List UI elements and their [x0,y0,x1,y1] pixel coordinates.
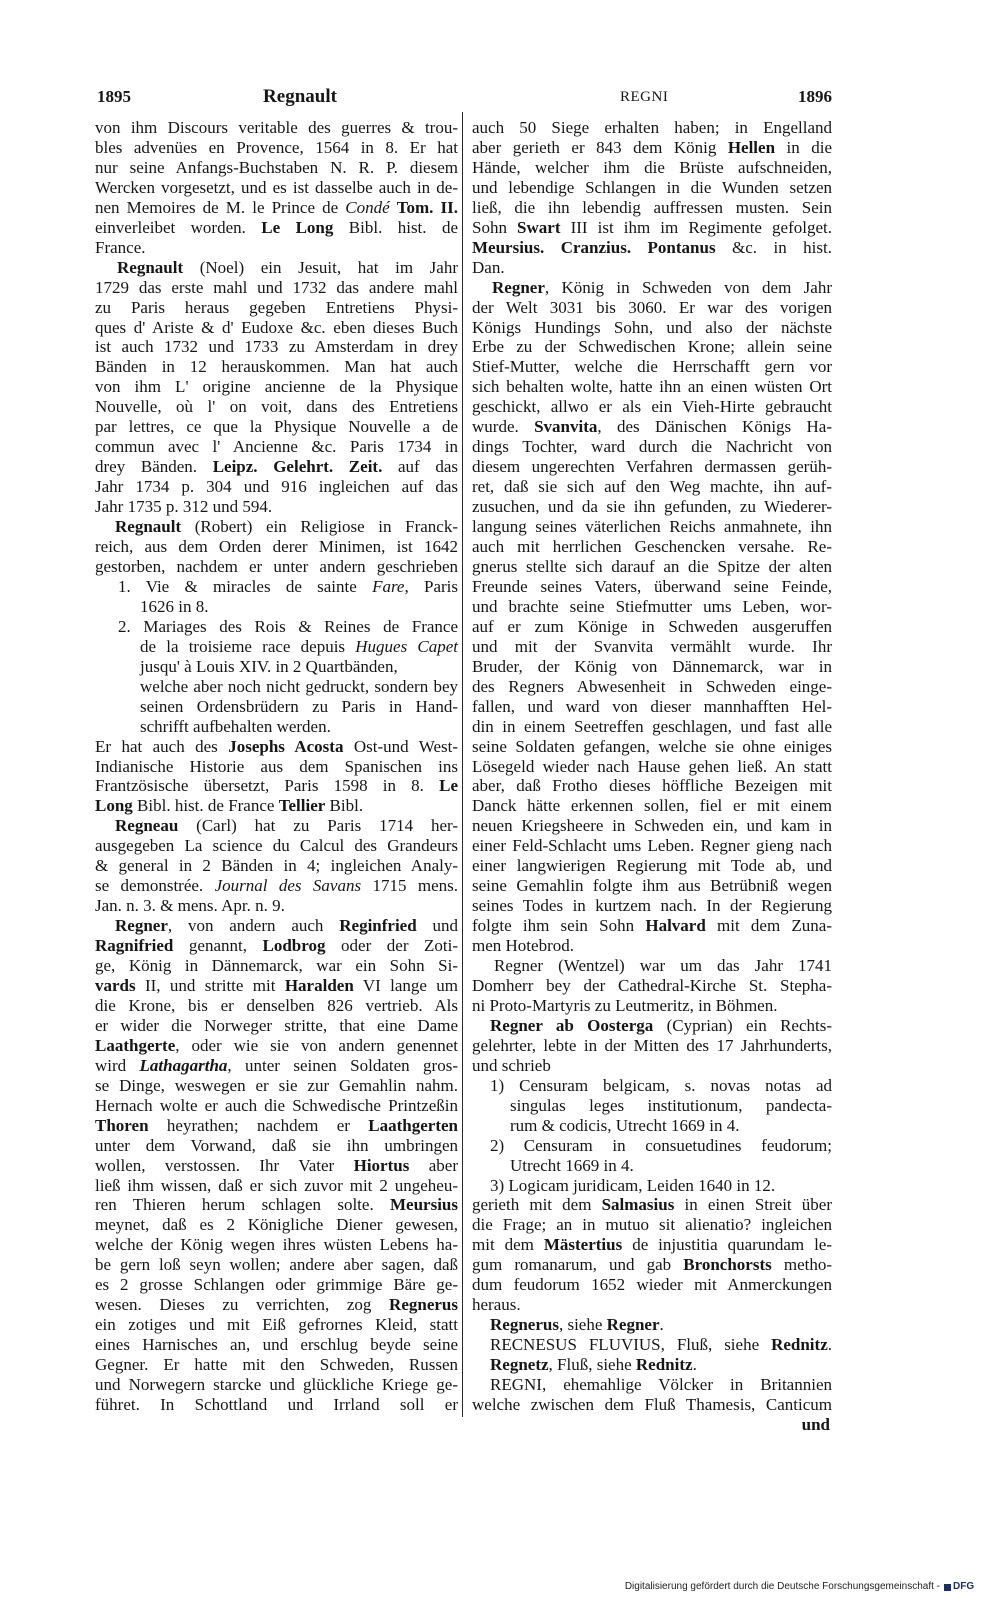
catchword: und [801,1414,830,1434]
text-run: oder der Zoti- [325,936,458,956]
text-line [95,796,458,816]
text-line [472,218,832,238]
italic-term: Hugues Capet [355,636,458,656]
text-run: . [659,1315,664,1335]
bold-term: Laathgerte [95,1035,176,1055]
text-line: seines Todes in kurtzem nach. In der Regierung [472,896,832,916]
text-line: Domherr bey der Cathedral-Kirche St. Stepha- [472,975,832,995]
bold-term: Le [439,776,458,796]
text-line: bles advenües en Provence, 1564 in 8. Er hat [95,137,458,157]
bold-term: Meursius. Cranzius. Pontanus [472,237,716,257]
text-line: Jahr 1734 p. 304 und 916 ingleichen auf das [95,477,458,497]
text-line: die Krone, bis er denselben 826 vertrieb. Als [95,995,458,1015]
text-line: REGNI, ehemahlige Völcker in Britannien [490,1375,832,1395]
text-run: mit dem Zuna- [705,916,832,936]
text-line: die Frage; an in mutuo sit alienatio? ingleichen [472,1215,832,1235]
text-line [472,916,832,936]
text-run: Er hat auch des [95,736,229,756]
text-run: . [827,1335,832,1355]
bold-term: Salmasius [601,1195,675,1215]
bold-term: Reginfried [339,916,417,936]
text-run: II, und stritte mit [135,975,285,995]
text-line: er wider die Norweger stritte, that eine Dame [95,1015,458,1035]
text-line: & general in 2 Bänden in 4; ingleichen Analy- [95,856,458,876]
text-line: se Dinge, weswegen er sie zur Gemahlin nahm. [95,1075,458,1095]
bold-term: Leipz. Gelehrt. Zeit. [212,457,383,477]
dfg-logo [944,1580,978,1594]
column-rule [462,112,463,1417]
text-line: Utrecht 1669 in 4. [510,1155,634,1175]
text-line: eines Harnisches an, und erschlug beyde seine [95,1335,458,1355]
text-line: Indianische Historie aus dem Spanischen ins [95,756,458,776]
text-line [95,258,458,278]
text-line [472,1315,832,1335]
bold-italic-term: Lathagartha [139,1055,228,1075]
text-line: Wercken vorgesetzt, und es ist dasselbe auch in de- [95,177,458,197]
bold-term: Regnault [115,517,182,537]
text-run: , Paris [404,576,458,596]
text-line: unter dem Vorwand, daß sie ihn umbringen [95,1135,458,1155]
text-run: VI lange um [353,975,458,995]
text-line: par lettres, ce que la Physique Nouvelle a de [95,417,458,437]
text-line: Lösegeld wieder nach Hause gehen ließ. An statt [472,756,832,776]
text-run: aber gerieth er 843 dem König [472,137,728,157]
text-line [472,138,832,158]
text-line [472,238,832,258]
page-number-left: 1895 [97,87,131,106]
text-line: seine Gemahlin folgte ihm aus Betrübniß wegen [472,876,832,896]
text-run: &c. in hist. [715,237,832,257]
text-run: , oder wie sie von andern genennet [175,1035,458,1055]
text-line [472,1355,832,1375]
text-run: und [416,916,459,936]
text-line: 2) Censuram in consuetudines feudorum; [490,1135,832,1155]
text-line [95,976,458,996]
text-line: jusqu' à Louis XIV. in 2 Quartbänden, [140,656,398,676]
text-line: 1) Censuram belgicam, s. novas notas ad [490,1075,832,1095]
bold-term: Regnerus [389,1295,458,1315]
text-line: schrifft aufbehalten werden. [140,716,331,736]
bold-term: Mästertius [543,1235,623,1255]
text-run: in einen Streit über [674,1195,833,1215]
bold-term: Rednitz [771,1335,828,1355]
text-line: Bänden in 12 herauskommen. Man hat auch [95,357,458,377]
bold-term: Bronchorsts [683,1255,772,1275]
text-run: einverleibet worden. [95,217,262,237]
bold-term: Hiortus [353,1155,410,1175]
text-run: mit dem [472,1235,544,1255]
text-run: heyrathen; nachdem er [148,1115,369,1135]
bold-term: Regner ab Oosterga [490,1015,654,1035]
text-line: der Welt 3031 bis 3060. Er war des vorigen [472,297,832,317]
text-line: Erbe zu der Schwedischen Krone; allein seine [472,337,832,357]
text-line [95,737,458,757]
text-line [95,577,458,597]
bold-term: Regner [115,916,168,936]
text-line: Danck hätte erkennen sollen, fiel er mit einem [472,796,832,816]
text-run: III ist ihm im Regimente gefolget. [560,217,832,237]
text-run: folgte ihm sein Sohn [472,916,646,936]
bold-term: Regnault [117,257,184,277]
running-head-right: REGNI [620,89,669,105]
text-run: (Cyprian) ein Rechts- [653,1015,832,1035]
text-line: zu Paris heraus gegeben Entretiens Physi- [95,297,458,317]
text-run: Bibl. [325,796,364,816]
text-run: Frantzösische übersetzt, Paris 1598 in 8. [95,776,440,796]
text-run: nen Memoires de M. le Prince de [95,197,346,217]
bold-term: Regnetz [490,1355,549,1375]
text-line: ausgegeben La science du Calcul des Grandeurs [95,836,458,856]
bold-term: Long [95,796,133,816]
bold-term: Meursius [390,1195,458,1215]
text-run: wesen. Dieses zu verrichten, zog [95,1295,390,1315]
text-line [95,1295,458,1315]
text-run [390,198,397,217]
bold-term: Tellier [278,796,326,816]
bold-term: Rednitz [635,1355,693,1375]
text-run: wurde. [472,417,535,437]
text-line: diesem ungerechten Verfahren dermassen gerüh- [472,457,832,477]
text-line: heraus. [472,1295,521,1315]
italic-term: Condé [345,197,390,217]
text-run: (Noel) ein Jesuit, hat im Jahr [183,257,458,277]
text-run: se demonstrée. [95,876,215,896]
text-line: einer Feld-Schlacht ums Leben. Regner gieng nach [472,836,832,856]
text-run: (Carl) hat zu Paris 1714 her- [178,816,458,836]
text-line: ques d' Ariste & d' Eudoxe &c. eben dieses Buch [95,317,458,337]
text-run: gum romanarum, und gab [472,1255,684,1275]
text-line [95,218,458,238]
text-line [472,1235,832,1255]
text-line: dum feudorum 1652 wieder mit Anmerckungen [472,1275,832,1295]
running-head-left: Regnault [263,86,337,107]
text-line: Königs Hundings Sohn, und also der nächste [472,317,832,337]
dfg-logo-mark-icon [944,1584,951,1591]
text-run: (Robert) ein Religiose in Franck- [181,517,458,537]
text-line: auch 50 Siege erhalten haben; in Engelland [472,118,832,137]
text-line: sich behalten wolte, hatte ihn an einen wüsten Ort [472,377,832,397]
text-line: 1626 in 8. [140,596,209,616]
text-line: singulas leges institutionum, pandecta- [510,1095,832,1115]
text-line: Dan. [472,257,505,277]
bold-term: Regner [606,1315,660,1335]
text-line: ist auch 1732 und 1733 zu Amsterdam in drey [95,337,458,357]
text-line: auf er zum Könige in Schweden ausgeruffen [472,616,832,636]
text-line: geschickt, allwo er als ein Vieh-Hirte gebraucht [472,397,832,417]
bold-term: Regnerus [490,1315,559,1335]
text-line: und brachte seine Stiefmutter ums Leben, wor- [472,596,832,616]
bold-term: Swart [517,217,561,237]
text-line [472,417,832,437]
text-line: führet. In Schottland und Irrland soll er [95,1395,458,1414]
text-line: und lebendige Schlangen in die Wunden setzen [472,177,832,197]
text-run: 1715 mens. [361,876,458,896]
text-line: Nouvelle, où l' on voit, dans des Entretiens [95,397,458,417]
text-line [95,776,458,796]
text-line: commun avec l' Ancienne &c. Paris 1734 in [95,437,458,457]
text-line: Stief-Mutter, welche die Herrschafft gern vor [472,357,832,377]
text-line: 1729 das erste mahl und 1732 das andere mahl [95,277,458,297]
text-line: Jan. n. 3. & mens. Apr. n. 9. [95,896,285,916]
bold-term: Tom. II. [396,197,458,217]
text-line: Freunde seines Vaters, überwand seine Feinde, [472,576,832,596]
text-line: 2. Mariages des Rois & Reines de France [118,616,458,636]
text-line [472,1255,832,1275]
text-run: drey Bänden. [95,457,213,477]
digitization-credit: Digitalisierung gefördert durch die Deutsche Forschungsgemeinschaft - [624,1581,940,1592]
text-run: Bibl. hist. de France [132,796,279,816]
text-line: seinen Ordensbrüdern zu Paris in Hand- [140,696,458,716]
text-line: gnerus stellte sich darauf an die Spitze der alten [472,556,832,576]
bold-term: Le Long [261,217,334,237]
text-line: rum & codicis, Utrecht 1669 in 4. [510,1115,740,1135]
bold-term: Ragnifried [95,936,174,956]
bold-term: Thoren [95,1115,149,1135]
text-line: din in einem Seetreffen geschlagen, und fast alle [472,716,832,736]
text-line: Regner (Wentzel) war um das Jahr 1741 [494,956,832,976]
bold-term: Josephs Acosta [228,736,344,756]
right-column [472,118,832,1435]
text-run: de injustitia quarundam le- [622,1235,832,1255]
text-line [472,1016,832,1036]
text-line: des Regners Abwesenheit in Schweden einge- [472,676,832,696]
text-run: , König in Schweden von dem Jahr [544,277,832,297]
text-run: Ost-und West- [343,736,458,756]
text-line: gestorben, nachdem er unter andern geschrieben [95,556,458,576]
text-line: Hernach wolte er auch die Schwedische Printzeßin [95,1095,458,1115]
text-run: Bibl. hist. de [333,217,458,237]
text-line: seine Soldaten gefangen, welche sie ohne einiges [472,736,832,756]
text-line [472,1335,832,1355]
text-line: Bruder, der König von Dännemarck, war in [472,656,832,676]
text-line: France. [95,237,146,257]
text-line [95,1116,458,1136]
text-line: von ihm Discours veritable des guerres & trou- [95,118,458,137]
text-line [95,916,458,936]
text-line: und Norwegern starcke und glückliche Kriege ge- [95,1375,458,1395]
text-line: nur seine Anfangs-Buchstaben N. R. P. diesem [95,157,458,177]
text-line [95,1195,458,1215]
text-run: , unter seinen Soldaten gros- [227,1055,458,1075]
text-run: , siehe [558,1315,607,1335]
text-line: Gegner. Er hatte mit den Schweden, Russen [95,1355,458,1375]
text-run: auf das [382,457,459,477]
text-line: reich, aus dem Orden derer Minimen, ist 1642 [95,537,458,557]
italic-term: Journal des Savans [214,876,362,896]
bold-term: Laathgerten [368,1115,458,1135]
text-line: es 2 grosse Schlangen oder grimmige Bäre ge- [95,1275,458,1295]
text-run: wollen, verstossen. Ihr Vater [95,1155,354,1175]
text-line: meynet, daß es 2 Königliche Diener gewesen, [95,1215,458,1235]
text-line: zusuchen, und da sie ihn gefunden, zu Wiederer- [472,497,832,517]
text-line [95,1156,458,1176]
text-line: men Hotebrod. [472,936,574,956]
bold-term: Svanvita [534,417,598,437]
text-line: 3) Logicam juridicam, Leiden 1640 in 12. [490,1175,776,1195]
page-number-right: 1896 [798,87,832,106]
bold-term: Haralden [284,975,354,995]
dfg-logo-text: DFG [953,1581,975,1592]
text-line: Hände, welcher ihm die Brüste aufschneiden, [472,157,832,177]
text-line: ge, König in Dännemarck, war ein Sohn Si- [95,956,458,976]
text-line: ret, daß sie sich auf den Weg machte, ihn auf- [472,477,832,497]
text-run: Sohn [472,217,518,237]
text-line [472,1195,832,1215]
text-run: . [692,1355,697,1375]
text-line [95,1056,458,1076]
text-line: fallen, und ward von dieser mannhafften Hel- [472,696,832,716]
bold-term: Halvard [645,916,706,936]
text-line: langung seines väterlichen Reichs anmahnete, ihn [472,517,832,537]
text-run: aber [409,1155,458,1175]
text-line [95,816,458,836]
text-line: einer langwierigen Regierung mit Tode ab, und [472,856,832,876]
text-run: genannt, [173,936,263,956]
text-line: ließ, die ihn lebendig auffressen musten. Sein [472,197,832,217]
text-line [95,198,458,218]
text-line: und mit der Svanvita vermählt wurde. Ihr [472,636,832,656]
text-line: welche der König wegen ihres wüsten Lebens ha- [95,1235,458,1255]
italic-term: Fare [372,576,405,596]
text-line: welche zwischen dem Fluß Thamesis, Canticum [472,1395,832,1414]
text-line: ein zotiges und mit Eiß gefrornes Kleid, statt [95,1315,458,1335]
text-line: ni Proto-Martyris zu Leutmeritz, in Böhmen. [472,995,778,1015]
left-column [95,118,458,1415]
text-run: de la troisieme race depuis [140,636,356,656]
text-line: und schrieb [472,1055,551,1075]
text-line: dings Tochter, ward durch die Nachricht von [472,437,832,457]
text-line [95,517,458,537]
text-run: , Fluß, siehe [548,1355,636,1375]
text-line: gelehrter, lebte in der Mitten des 17 Jahrhunderts, [472,1035,832,1055]
text-line [95,637,458,657]
text-line [95,457,458,477]
text-line [95,1036,458,1056]
text-run: 1. Vie & miracles de sainte [118,576,373,596]
text-run: wird [95,1055,140,1075]
bold-term: Hellen [727,137,776,157]
text-line [95,936,458,956]
text-line: welche aber noch nicht gedruckt, sondern bey [140,676,458,696]
text-line: neuen Kriegsheere in Schweden ein, und kam in [472,816,832,836]
bold-term: vards [95,975,136,995]
text-line: be gern loß seyn wollen; andere aber sagen, daß [95,1255,458,1275]
text-line [472,278,832,298]
text-run: gerieth mit dem [472,1195,602,1215]
text-line: ließ ihm wissen, daß er sich zuvor mit 2 ungeheu- [95,1175,458,1195]
bold-term: Lodbrog [262,936,326,956]
text-run: , von andern auch [167,916,340,936]
bold-term: Regner [492,277,545,297]
text-line: von ihm L' origine ancienne de la Physique [95,377,458,397]
text-line: auch mit herrlichen Geschencken versahe. Re- [472,537,832,557]
text-line [95,876,458,896]
text-run: in die [775,137,832,157]
text-run: metho- [771,1255,832,1275]
text-run: ren Thieren herum schlagen solte. [95,1195,390,1215]
text-line: Jahr 1735 p. 312 und 594. [95,497,273,517]
text-run: , des Dänischen Königs Ha- [597,417,832,437]
text-run: RECNESUS FLUVIUS, Fluß, siehe [490,1335,772,1355]
bold-term: Regneau [115,816,179,836]
text-line: aber, daß Frotho dieses höffliche Bezeigen mit [472,776,832,796]
